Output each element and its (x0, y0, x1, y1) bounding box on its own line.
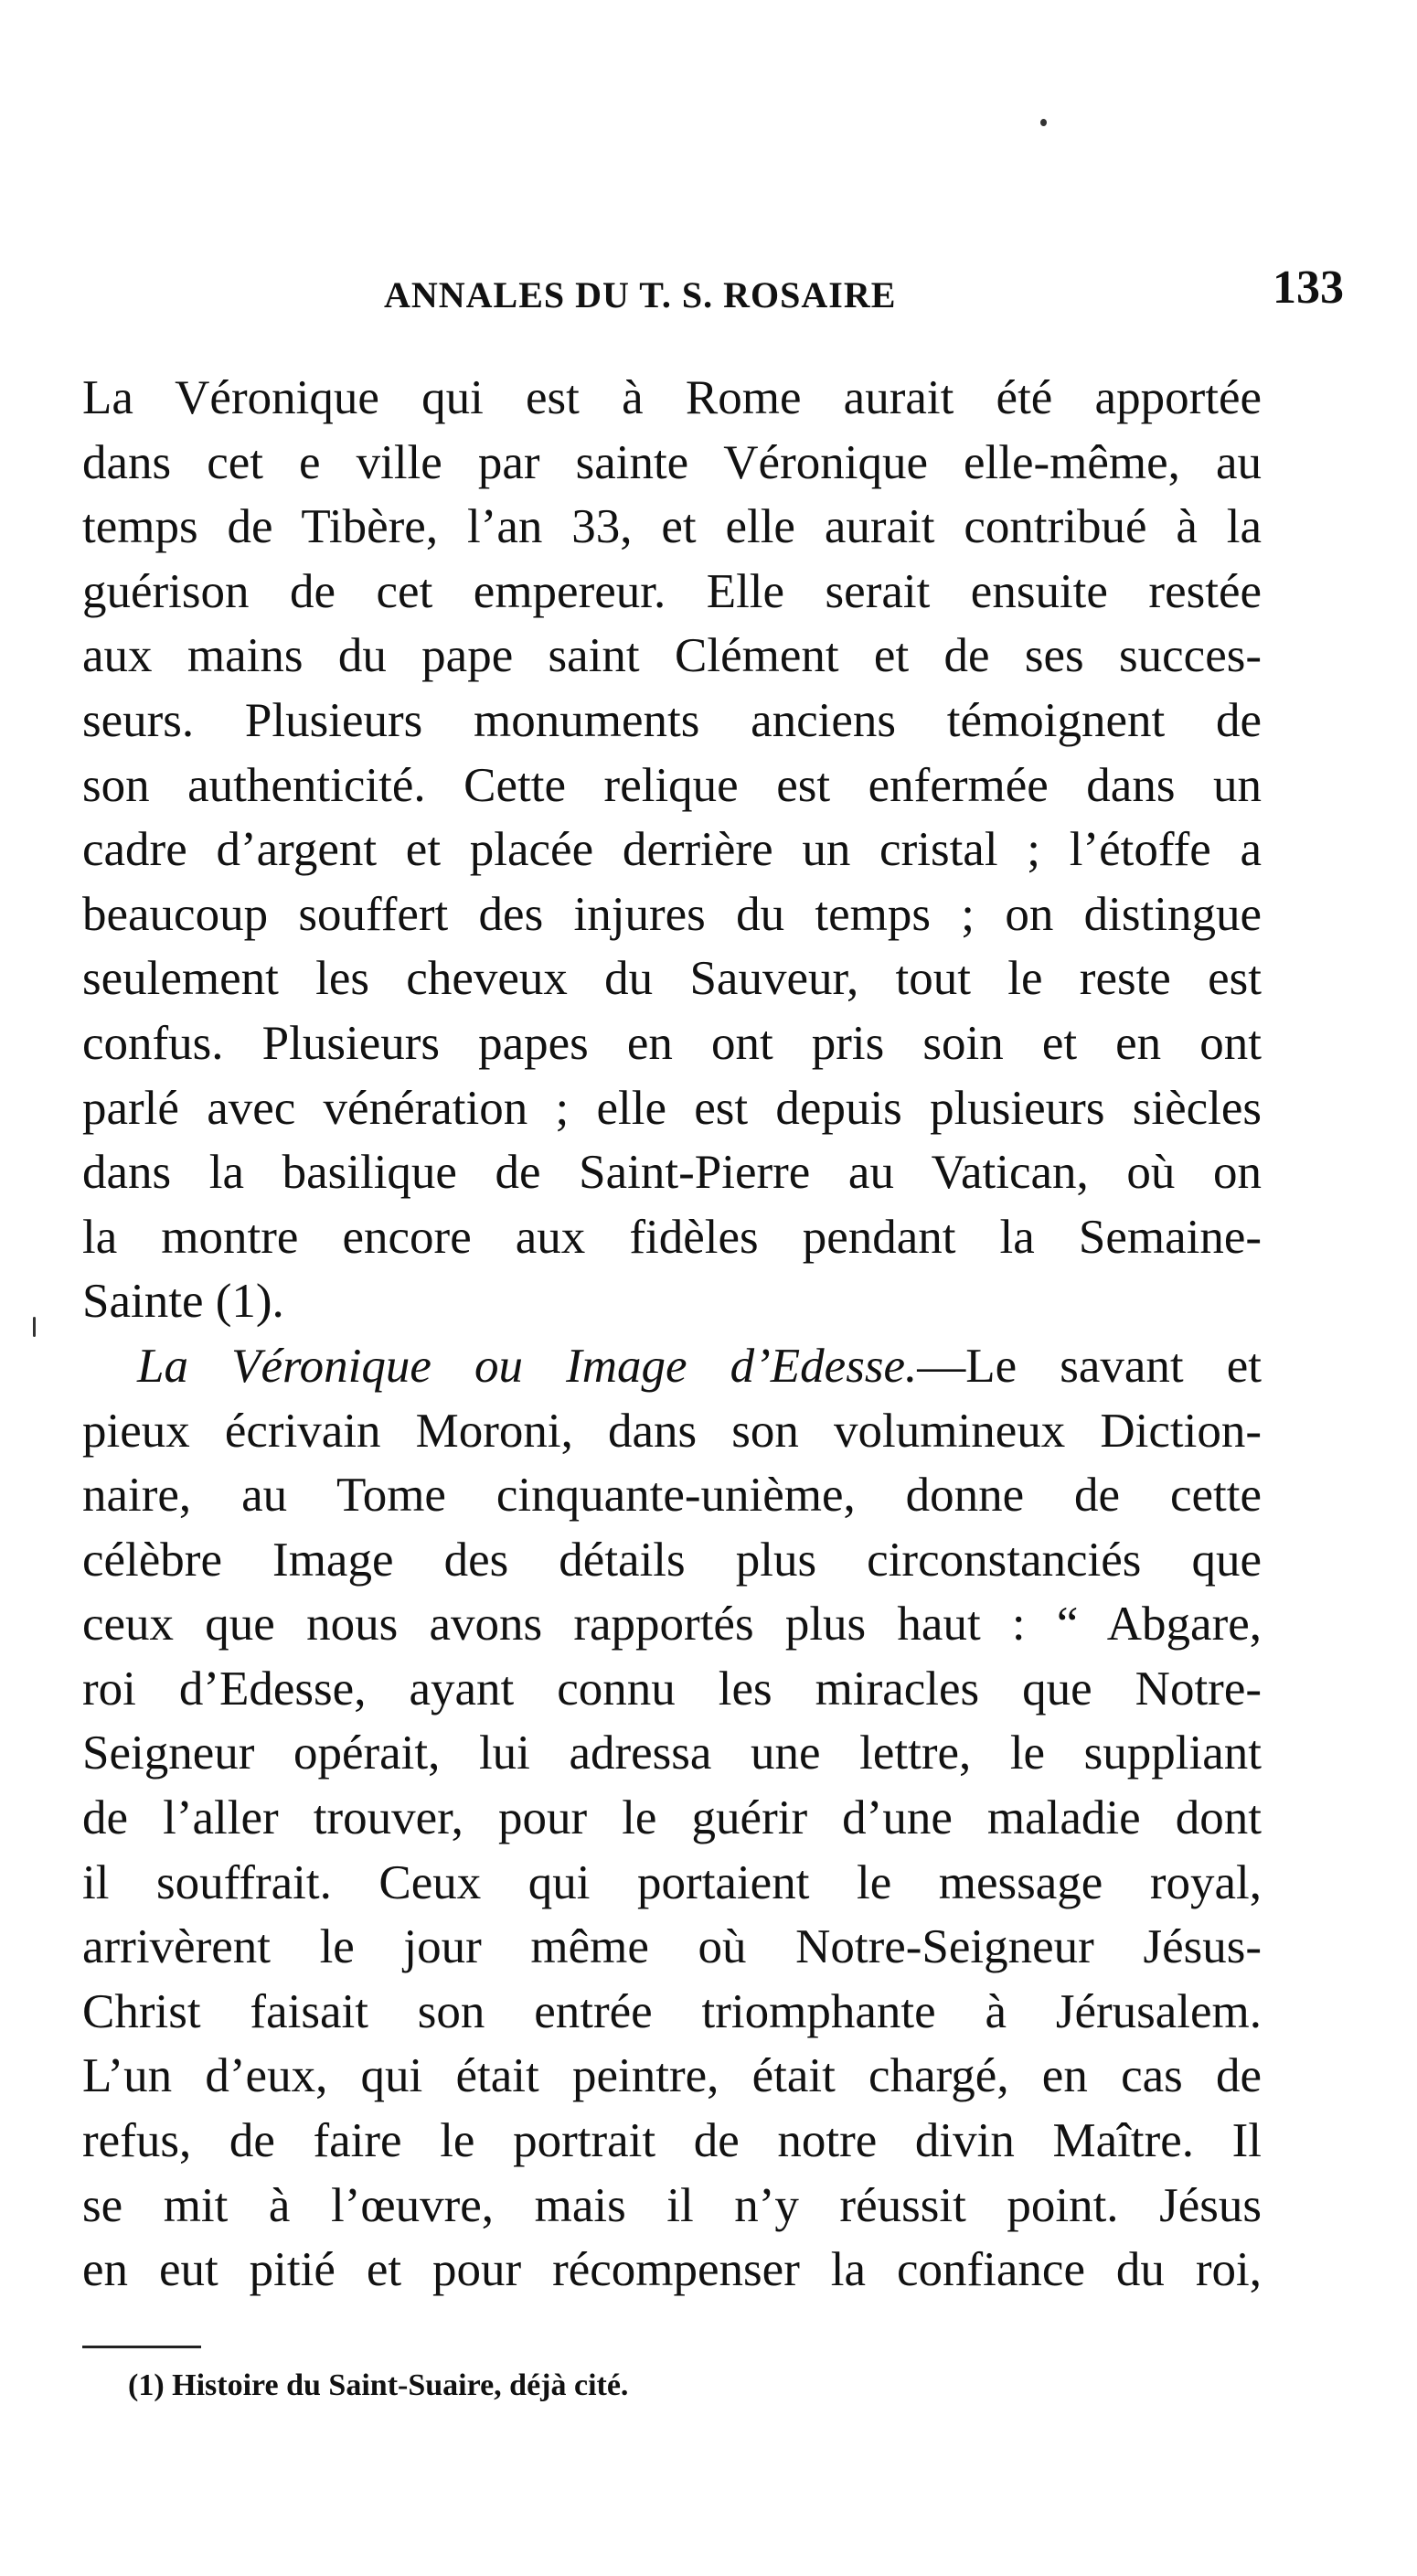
text-line: dans cet e ville par sainte Véronique elle-même, au (82, 435, 1262, 489)
text-line: la montre encore aux fidèles pendant la Semaine- (82, 1210, 1262, 1264)
text-line: il souffrait. Ceux qui portaient le message royal, (82, 1855, 1262, 1909)
text-line: cadre d’argent et placée derrière un cristal ; l’étoffe a (82, 823, 1262, 877)
text-line: beaucoup souffert des injures du temps ; on distingue (82, 887, 1262, 941)
text-line: se mit à l’œuvre, mais il n’y réussit point. Jésus (82, 2178, 1262, 2232)
text-line: arrivèrent le jour même où Notre-Seigneur Jésus- (82, 1920, 1262, 1974)
text-line: Christ faisait son entrée triomphante à Jérusalem. (82, 1984, 1262, 2038)
text-line: célèbre Image des détails plus circonstanciés que (82, 1533, 1262, 1587)
text-line: La Véronique qui est à Rome aurait été apportée (82, 371, 1262, 424)
text-line: temps de Tibère, l’an 33, et elle aurait contribué à la (82, 500, 1262, 554)
text-line: ceux que nous avons rapportés plus haut : “ Abgare, (82, 1598, 1262, 1651)
section-first-line-rest: —Le savant et (917, 1339, 1262, 1393)
text-line: naire, au Tome cinquante-unième, donne de cette (82, 1469, 1262, 1523)
text-line: Sainte (1). (82, 1275, 284, 1329)
print-speck (1040, 119, 1047, 126)
footnote: (1) Histoire du Saint-Suaire, déjà cité. (128, 2368, 629, 2402)
text-line: refus, de faire le portrait de notre divin Maître. Il (82, 2114, 1262, 2168)
text-line: de l’aller trouver, pour le guérir d’une maladie dont (82, 1791, 1262, 1845)
footnote-divider (82, 2346, 201, 2348)
print-speck (33, 1317, 36, 1337)
text-line: en eut pitié et pour récompenser la confiance du roi, (82, 2243, 1262, 2297)
section-title: La Véronique ou Image d’Edesse. (137, 1339, 918, 1393)
text-line: dans la basilique de Saint-Pierre au Vatican, où on (82, 1146, 1262, 1200)
text-line: son authenticité. Cette relique est enfermée dans un (82, 758, 1262, 812)
text-line: seulement les cheveux du Sauveur, tout le reste est (82, 952, 1262, 1006)
text-line: guérison de cet empereur. Elle serait ensuite restée (82, 564, 1262, 618)
body-text (82, 366, 1262, 2303)
text-line: L’un d’eux, qui était peintre, était chargé, en cas de (82, 2049, 1262, 2103)
text-line: pieux écrivain Moroni, dans son volumineux Diction- (82, 1404, 1262, 1458)
text-line: seurs. Plusieurs monuments anciens témoignent de (82, 693, 1262, 747)
text-line: confus. Plusieurs papes en ont pris soin et en ont (82, 1016, 1262, 1070)
page-header (82, 261, 1344, 334)
text-line: roi d’Edesse, ayant connu les miracles que Notre- (82, 1662, 1262, 1716)
text-line: parlé avec vénération ; elle est depuis plusieurs siècles (82, 1081, 1262, 1135)
section-first-line (82, 1334, 1262, 1399)
text-line: aux mains du pape saint Clément et de ses succes- (82, 629, 1262, 683)
page-number: 133 (1273, 262, 1344, 314)
running-head: ANNALES DU T. S. ROSAIRE (384, 274, 897, 315)
text-line: Seigneur opérait, lui adressa une lettre, le suppliant (82, 1726, 1262, 1780)
